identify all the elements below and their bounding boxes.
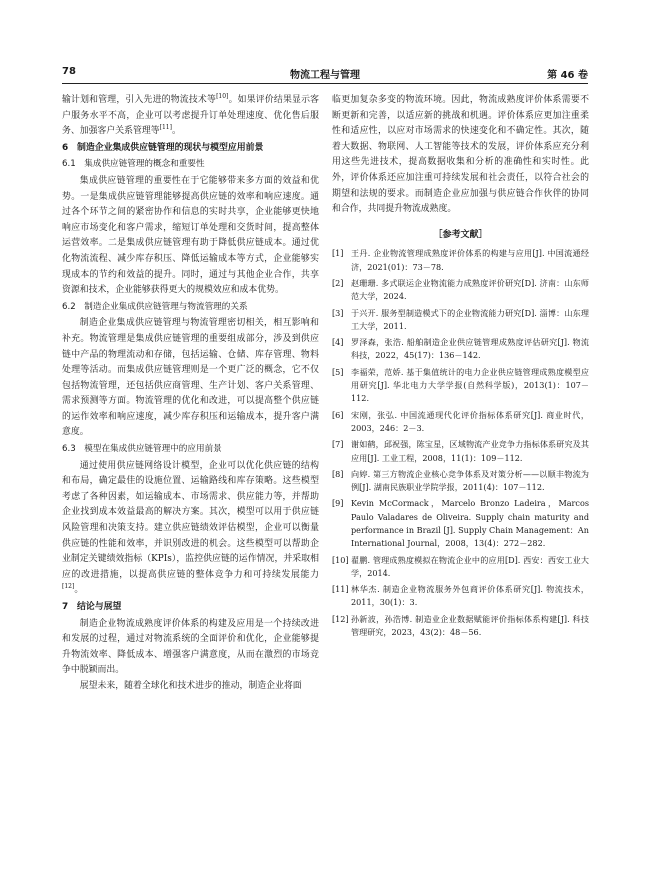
text-run: 。如果评价结果显示客户服务水平不高，企业可以考虑提升订单处理速度、优化售后服务、加强客户关系管理等 xyxy=(62,95,320,137)
paragraph: 展望未来，随着全球化和技术进步的推动，制造企业将面 xyxy=(79,680,302,691)
text-run: 。 xyxy=(74,585,84,596)
reference-text: 赵珊珊. 多式联运企业物流能力成熟度评价研究[D]. 济南：山东师范大学，2024. xyxy=(351,277,589,302)
paragraph: 临更加复杂多变的物流环境。因此，物流成熟度评价体系需要不断更新和完善，以适应新的挑战和机遇。评价体系应更加注重柔性和适应性，以应对市场需求的快速变化和不确定性。其次，随着大数据、物联网、人工智能等技术的发展，评价体系应充分利用这些先进技术，提高数据收集和分析的准确性和实时性。此外，评价体系还应加注重可持续发展和社会责任，以符合社会的期望和法规的要求。而制造企业应加强与供应链合作伙伴的协同和合作，共同提升物流成熟度。 xyxy=(332,95,589,215)
paragraph xyxy=(62,93,319,140)
section-heading: 7 结论与展望 xyxy=(62,602,122,612)
volume-label: 第 46 卷 xyxy=(547,70,588,81)
reference-item xyxy=(332,277,589,304)
subsection-heading: 6.1 集成供应链管理的概念和重要性 xyxy=(62,159,205,170)
references-heading: ［参考文献］ xyxy=(433,229,488,240)
reference-text: 罗泽森，张浩. 船舶制造企业供应链管理成熟度评估研究[J]. 物流科技，2022，45(17)：136－142. xyxy=(351,337,589,361)
header-rule xyxy=(62,83,588,84)
text-run: 。 xyxy=(171,126,181,137)
reference-item xyxy=(332,554,589,581)
reference-text: 翟鹏. 管理成熟度模拟在物流企业中的应用[D]. 西安：西安工业大学，2014. xyxy=(351,554,589,578)
reference-number: [12] xyxy=(332,613,349,624)
reference-text: 谢如鹤，邱祝强，陈宝星，区域物流产业竞争力指标体系研究及其应用[J]. 工业工程，2008，11(1)：109－112. xyxy=(351,439,589,463)
reference-number: [11] xyxy=(332,584,349,595)
reference-text: 向婷. 第三方物流企业核心竞争体系及对策分析——以顺丰物流为例[J]. 湖南民族职业学院学报，2011(4)：107－112. xyxy=(351,468,589,493)
reference-item xyxy=(332,307,589,334)
reference-item xyxy=(332,468,589,495)
right-column xyxy=(332,93,589,642)
text-run: 输计划和管理，引入先进的物流技术等 xyxy=(62,95,217,105)
reference-list xyxy=(332,247,589,639)
subsection-heading: 6.2 制造企业集成供应链管理与物流管理的关系 xyxy=(62,301,248,312)
reference-number: [10] xyxy=(332,554,349,565)
citation: [10] xyxy=(216,93,229,101)
reference-number: [6] xyxy=(332,409,344,420)
reference-text: 李福荣，范娇. 基于集值统计的电力企业供应链管理成熟度模型应用研究[J]. 华北电力大学学报(自然科学版)，2013(1)：107－112. xyxy=(351,366,589,404)
text-run: 通过使用供应链网络设计模型，企业可以优化供应链的结构和布局，确定最佳的设施位置、运输路线和库存策略。这些模型考虑了各种因素，如运输成本、市场需求、供应能力等，并帮助企业找到成本效益最高的解决方案。其次，模型可以用于供应链风险管理和决策支持。建立供应链绩效评估模型，企业可以衡量供应链的性能和效率，并识别改进的机会。这些模型可以帮助企业制定关键绩效指标（KPIs），监控供应链的运作情况，并采取相应的改进措施，以提高供应链的整体竞争力和可持续发展能力 xyxy=(62,460,319,580)
reference-item xyxy=(332,497,589,550)
reference-text: Kevin McCormack，Marcelo Bronzo Ladeira，Marcos Paulo Valadares de Oliveira. Supply chain maturity and performance in Brazil [J]. Supply Chain Management：An International Journal，2008，13(4)：272－282. xyxy=(351,498,589,549)
reference-number: [3] xyxy=(332,307,344,318)
reference-number: [2] xyxy=(332,277,344,288)
reference-text: 孙新波，孙浩博. 制造业企业数据赋能评价指标体系构建[J]. 科技管理研究，2023，43(2)：48－56. xyxy=(351,613,589,638)
reference-item xyxy=(332,613,589,640)
page-header xyxy=(62,66,588,82)
reference-number: [5] xyxy=(332,366,344,377)
reference-number: [8] xyxy=(332,468,344,479)
subsection-heading: 6.3 模型在集成供应链管理中的应用前景 xyxy=(62,444,222,455)
paragraph: 制造企业集成供应链管理与物流管理密切相关，相互影响和补充。物流管理是集成供应链管理的重要组成部分，涉及到供应链中产品的物理流动和存储，包括运输、仓储、库存管理、物料处理等活动。而集成供应链管理则是一个更广泛的概念，它不仅包括物流管理，还包括供应商管理、生产计划、客户关系管理、需求预测等方面。物流管理的优化和改进，可以提高整个供应链的运作效率和响应速度，减少库存积压和运输成本，提升客户满意度。 xyxy=(62,318,319,438)
reference-text: 于兴开. 服务型制造模式下的企业物流能力研究[D]. 淄博：山东理工大学，2011. xyxy=(351,307,589,331)
reference-text: 宋刚，张弘. 中国流通现代化评价指标体系研究[J]. 商业时代，2003，246：2－3. xyxy=(351,409,589,433)
left-column xyxy=(62,93,319,695)
reference-item xyxy=(332,366,589,406)
reference-item xyxy=(332,583,589,610)
paragraph: 制造企业物流成熟度评价体系的构建及应用是一个持续改进和发展的过程，通过对物流系统的全面评价和优化，企业能够提升物流效率、降低成本、增强客户满意度，从而在激烈的市场竞争中脱颖而出。 xyxy=(62,618,319,676)
page-number: 78 xyxy=(62,66,76,77)
reference-number: [1] xyxy=(332,248,344,259)
reference-number: [4] xyxy=(332,337,344,348)
reference-number: [7] xyxy=(332,439,344,450)
reference-text: 林华杰. 制造企业物流服务外包商评价体系研究[J]. 物流技术，2011，30(1)：3. xyxy=(351,584,589,608)
journal-title: 物流工程与管理 xyxy=(290,70,360,81)
reference-item xyxy=(332,247,589,274)
reference-text: 王丹. 企业物流管理成熟度评价体系的构建与应用[J]. 中国流通经济，2021(01)：73－78. xyxy=(351,248,589,272)
reference-item xyxy=(332,336,589,363)
paragraph xyxy=(62,459,319,599)
reference-item xyxy=(332,409,589,436)
citation: [11] xyxy=(159,124,172,132)
paragraph: 集成供应链管理的重要性在于它能够带来多方面的效益和优势。一是集成供应链管理能够提高供应链的效率和响应速度。通过各个环节之间的紧密协作和信息的实时共享，企业能够更快地响应市场变化和客户需求，缩短订单处理和交货时间，提高整体运营效率。二是集成供应链管理有助于降低供应链成本。通过优化物流流程、减少库存积压、降低运输成本等方式，企业能够实现成本的节约和效益的提升。同时，通过与其他企业合作，共享资源和技术，企业能够获得更大的规模效应和成本优势。 xyxy=(62,175,319,296)
citation: [12] xyxy=(62,583,75,591)
section-heading: 6 制造企业集成供应链管理的现状与模型应用前景 xyxy=(62,142,264,153)
reference-item xyxy=(332,438,589,465)
reference-number: [9] xyxy=(332,498,344,509)
